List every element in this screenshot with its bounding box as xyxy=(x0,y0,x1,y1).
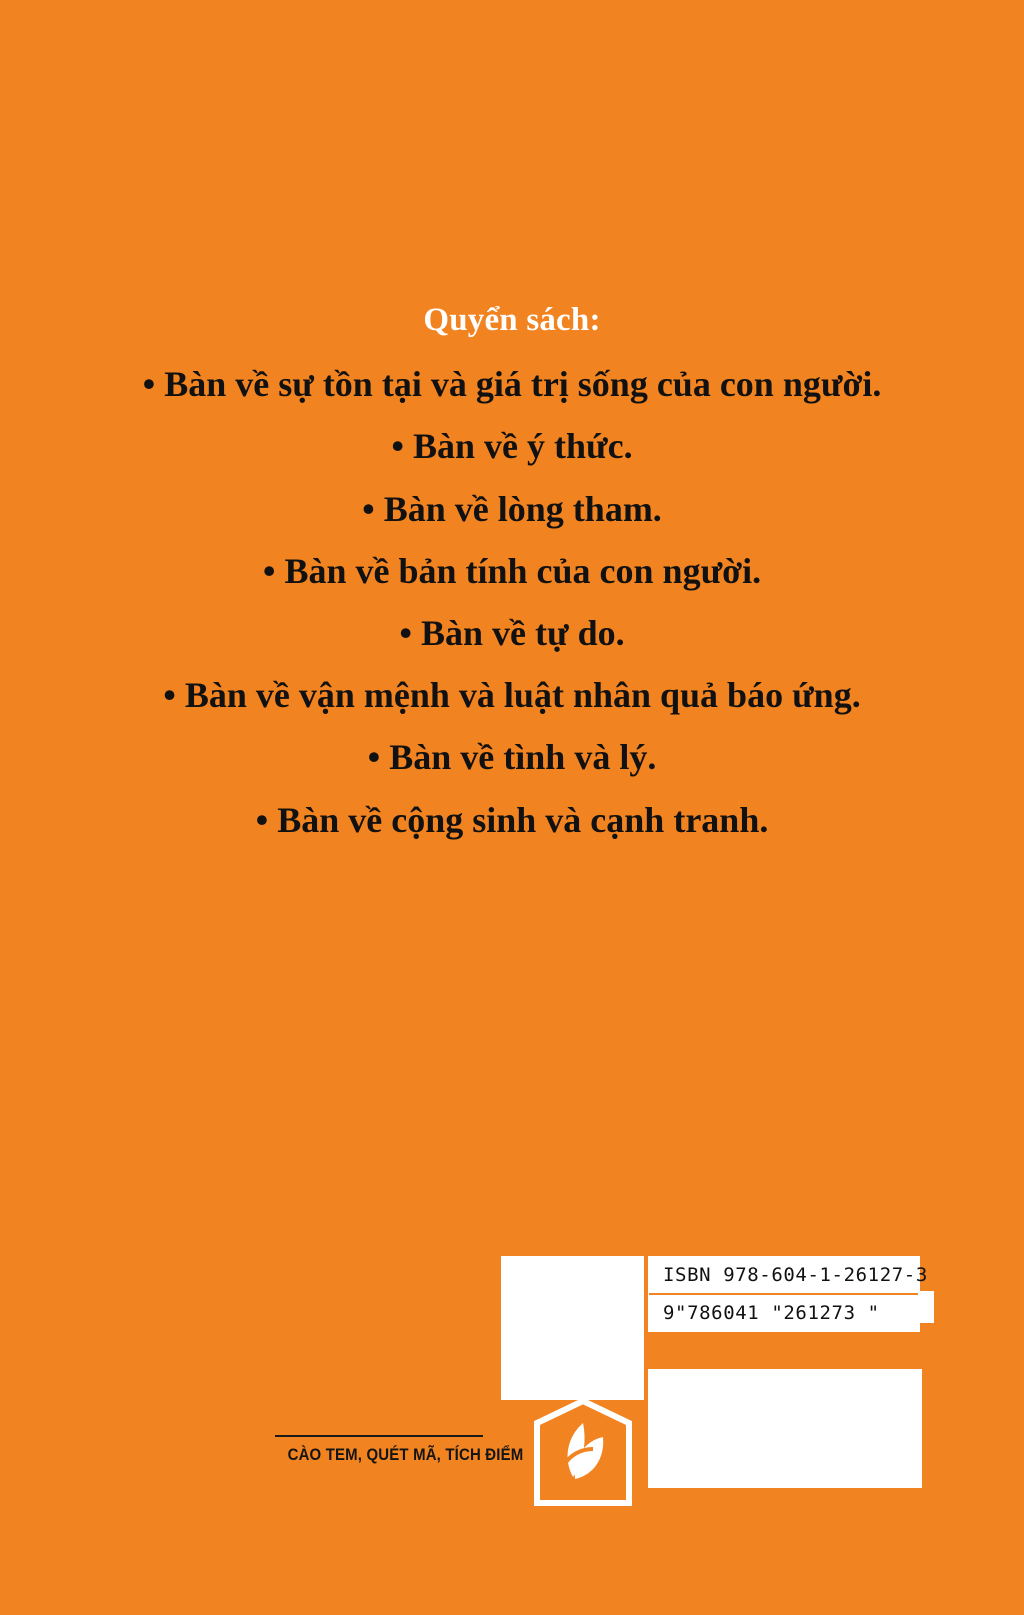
isbn-panel-tab xyxy=(918,1291,934,1323)
list-item: • Bàn về vận mệnh và luật nhân quả báo ứng. xyxy=(163,675,861,716)
isbn-number: ISBN 978-604-1-26127-3 xyxy=(649,1257,919,1295)
list-item: • Bàn về ý thức. xyxy=(391,426,633,467)
topic-list xyxy=(0,363,1024,842)
ean-digits: 9"786041 "261273 " xyxy=(663,1302,880,1324)
isbn-panel xyxy=(648,1256,928,1332)
list-item: • Bàn về cộng sinh và cạnh tranh. xyxy=(255,799,769,840)
list-item: • Bàn về sự tồn tại và giá trị sống của con người. xyxy=(142,364,882,405)
book-description-block xyxy=(0,300,1024,861)
publisher-logo-icon xyxy=(533,1397,633,1507)
scratch-instruction xyxy=(275,1435,524,1465)
scratch-instruction-label: CÀO TEM, QUÉT MÃ, TÍCH ĐIỂM xyxy=(287,1445,524,1464)
list-item: • Bàn về bản tính của con người. xyxy=(262,550,762,591)
barcode-blank-panel xyxy=(648,1369,922,1488)
list-item: • Bàn về lòng tham. xyxy=(362,488,662,529)
divider xyxy=(275,1435,483,1437)
scratch-sticker-panel xyxy=(501,1256,644,1400)
page-title: Quyển sách: xyxy=(423,302,601,338)
list-item: • Bàn về tình và lý. xyxy=(367,737,657,778)
barcode-area xyxy=(0,1255,1024,1615)
list-item: • Bàn về tự do. xyxy=(399,613,625,653)
